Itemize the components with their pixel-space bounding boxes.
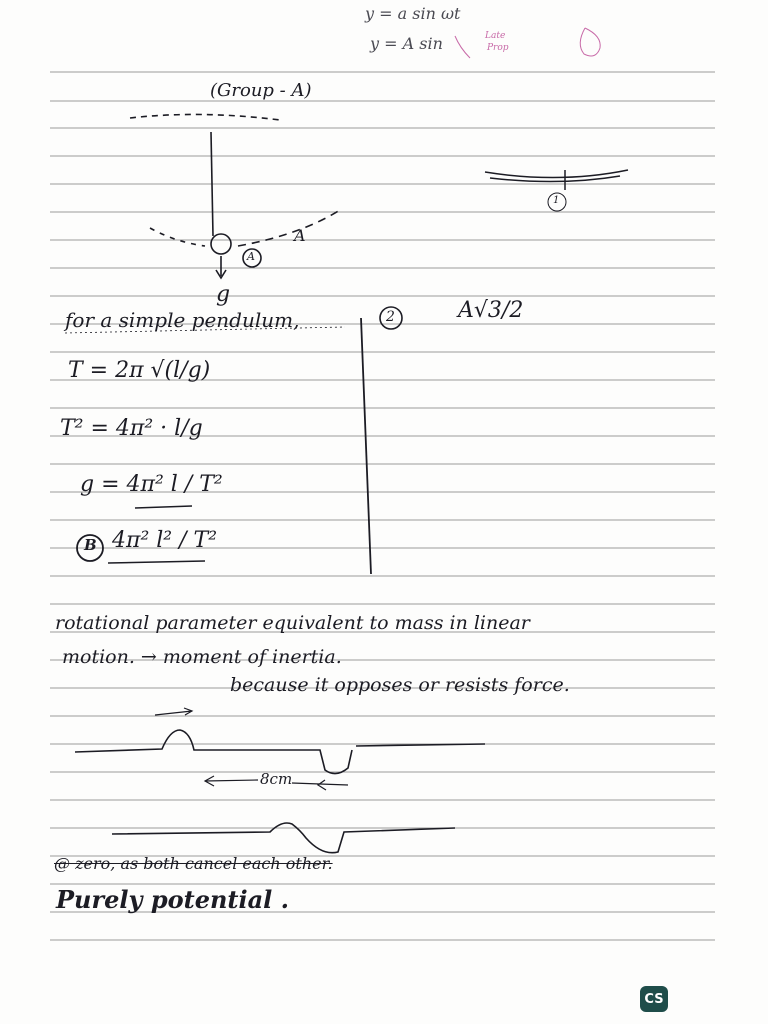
label-gravity: g <box>216 282 231 307</box>
label-amplitude: A <box>294 226 306 245</box>
wave-distance-label: 8cm <box>260 770 293 788</box>
formula-period-squared: T² = 4π² · l/g <box>60 416 203 441</box>
marker-b: B <box>84 536 97 554</box>
formula-final: 4π² l² / T² <box>112 528 218 553</box>
ruled-lines <box>50 72 715 940</box>
conclusion-line-1: @ zero, as both cancel each other. <box>54 854 333 873</box>
wave-diagram-2 <box>112 823 455 853</box>
equation-2: y = A sin <box>370 34 443 53</box>
label-one: 1 <box>553 195 560 206</box>
note-prop: Prop <box>487 43 509 53</box>
paragraph-line-3: because it opposes or resists force. <box>230 674 570 696</box>
formula-period: T = 2π √(l/g) <box>68 358 211 383</box>
pendulum-diagram <box>130 114 340 278</box>
equation-1: y = a sin ωt <box>365 4 461 23</box>
answer-value: A√3/2 <box>458 298 524 323</box>
conclusion-line-2: Purely potential . <box>56 885 290 914</box>
camscanner-logo: CS <box>640 986 668 1012</box>
group-title: (Group - A) <box>210 80 312 101</box>
doodle <box>580 28 600 56</box>
note-late: Late <box>485 31 506 41</box>
pendulum-heading: for a simple pendulum, <box>65 308 300 332</box>
label-a-circled: A <box>247 250 255 263</box>
paragraph-line-2: motion. → moment of inertia. <box>62 646 342 668</box>
item-number: 2 <box>386 309 395 325</box>
column-divider <box>361 318 371 574</box>
paragraph-line-1: rotational parameter equivalent to mass in linear <box>55 612 530 634</box>
formula-gravity: g = 4π² l / T² <box>80 472 223 497</box>
